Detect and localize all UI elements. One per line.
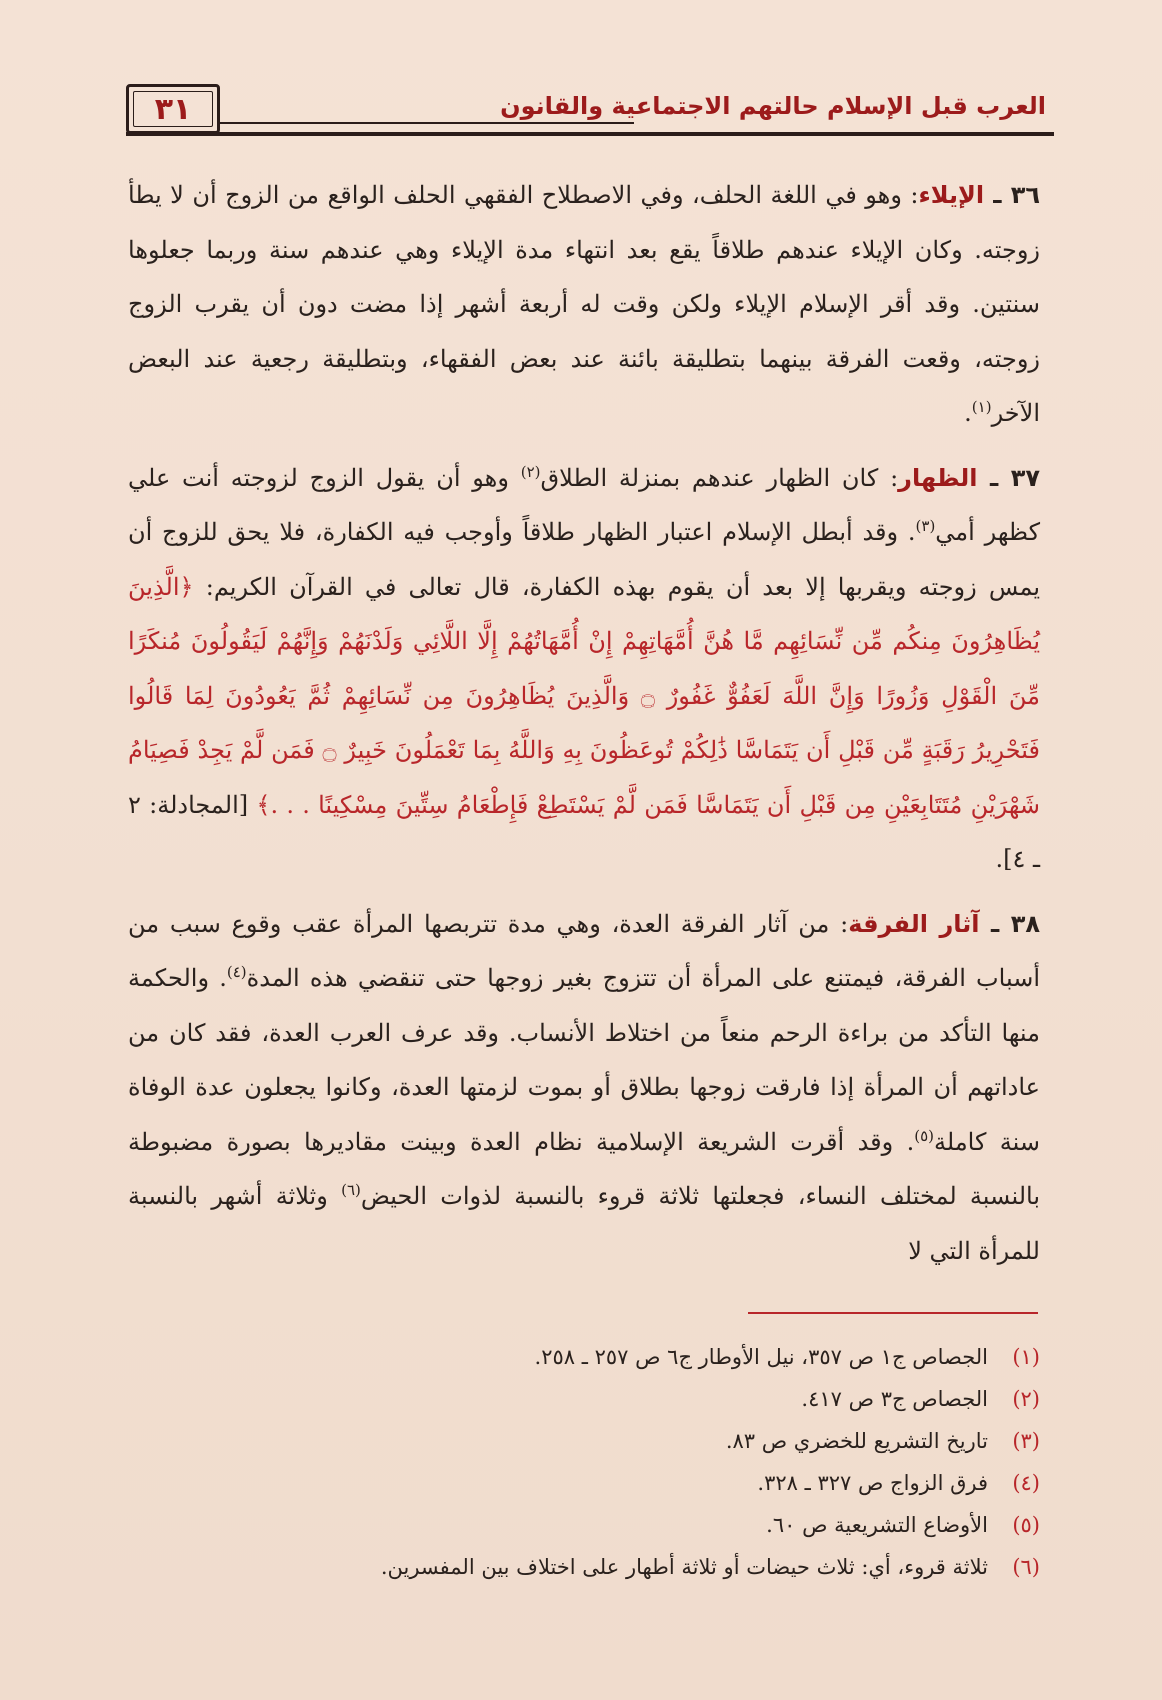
- verse-reference: [المجادلة: ٢ ـ ٤].: [128, 790, 1040, 873]
- footnote-number: (٣): [1012, 1429, 1040, 1453]
- footnote-number: (٥): [1012, 1513, 1040, 1537]
- footnote-text: فرق الزواج ص ٣٢٧ ـ ٣٢٨.: [757, 1471, 988, 1495]
- page-header: [126, 82, 1054, 138]
- paragraph-text: . وقد أبطل الإسلام اعتبار الظهار طلاقاً وأوجب فيه الكفارة، فلا يحق للزوج أن يمس زوجته ويقربها إلا بعد أن يقوم بهذه الكفارة، قال تعالى في القرآن الكريم:: [128, 518, 1040, 601]
- footnote-ref: (٦): [341, 1181, 361, 1199]
- paragraph-38: [128, 897, 1040, 1279]
- page-number-frame: [126, 84, 220, 134]
- paragraph-text: .: [964, 399, 972, 427]
- footnote-text: تاريخ التشريع للخضري ص ٨٣.: [725, 1429, 988, 1453]
- main-text: [128, 168, 1040, 1288]
- item-number: ٣٨ ـ: [979, 909, 1041, 938]
- header-rule: [126, 132, 1054, 136]
- item-number: ٣٦ ـ: [984, 181, 1040, 209]
- paragraph-text: وهو أن يقول الزوج لزوجته أنت علي كظهر أمي: [128, 463, 1041, 546]
- paragraph-37: [128, 451, 1040, 887]
- footnote-divider: [748, 1312, 1038, 1314]
- footnote-item: [128, 1336, 1040, 1378]
- paragraph-text: وثلاثة أشهر بالنسبة للمرأة التي لا: [128, 1182, 1040, 1265]
- footnote-ref: (١): [971, 398, 992, 416]
- footnote-item: [128, 1504, 1040, 1546]
- footnote-number: (٢): [1012, 1387, 1040, 1411]
- footnote-ref: (٢): [520, 462, 541, 481]
- paragraph-text: وهو في اللغة الحلف، وفي الاصطلاح الفقهي الحلف الواقع من الزوج أن لا يطأ زوجته. وكان الإيلاء عندهم طلاقاً يقع بعد انتهاء مدة الإيلاء وهي عندهم سنة وربما جعلوها سنتين. وقد أقر الإسلام الإيلاء ولكن وقت له أربعة أشهر إذا مضت دون أن يقرب الزوج زوجته، وقعت الفرقة بينهما بتطليقة بائنة عند بعض الفقهاء، وبتطليقة رجعية عند البعض الآخر: [128, 181, 1041, 427]
- footnote-item: [128, 1378, 1040, 1420]
- footnote-item: [128, 1420, 1040, 1462]
- footnote-number: (٤): [1012, 1471, 1040, 1495]
- footnote-ref: (٥): [914, 1126, 934, 1145]
- item-heading: الظهار: [898, 463, 978, 492]
- heading-colon: :: [901, 181, 919, 209]
- item-number: ٣٧ ـ: [977, 463, 1041, 492]
- footnote-ref: (٤): [226, 963, 247, 981]
- footnote-item: [128, 1546, 1040, 1588]
- paragraph-text: . والحكمة منها التأكد من براءة الرحم منعاً من اختلاط الأنساب. وقد عرف العرب العدة، فقد كان من عاداتهم أن المرأة إذا فارقت زوجها بطلاق أو بموت لزمتها العدة، وكانوا يجعلون عدة الوفاة سنة كاملة: [128, 964, 1040, 1156]
- footnote-number: (٦): [1012, 1555, 1040, 1579]
- footnotes: [128, 1336, 1040, 1588]
- header-rule-thin: [218, 122, 634, 124]
- paragraph-text: من آثار الفرقة العدة، وهي مدة تتربصها المرأة عقب وقوع سبب من أسباب الفرقة، فيمتنع على المرأة أن تتزوج بغير زوجها حتى تنقضي هذه المدة: [128, 909, 1040, 992]
- footnote-text: الأوضاع التشريعية ص ٦٠.: [766, 1513, 988, 1537]
- footnote-text: الجصاص ج٣ ص ٤١٧.: [801, 1387, 988, 1411]
- footnote-text: ثلاثة قروء، أي: ثلاث حيضات أو ثلاثة أطهار على اختلاف بين المفسرين.: [380, 1555, 988, 1579]
- heading-colon: :: [829, 909, 849, 938]
- footnote-number: (١): [1012, 1345, 1040, 1369]
- paragraph-text: . وقد أقرت الشريعة الإسلامية نظام العدة وبينت مقاديرها بصورة مضبوطة بالنسبة لمختلف النساء، فجعلتها ثلاثة قروء بالنسبة لذوات الحيض: [128, 1127, 1040, 1210]
- footnote-text: الجصاص ج١ ص ٣٥٧، نيل الأوطار ج٦ ص ٢٥٧ ـ ٢٥٨.: [534, 1345, 988, 1369]
- footnote-ref: (٣): [915, 517, 936, 535]
- footnote-item: [128, 1462, 1040, 1504]
- quran-verse: ﴿الَّذِينَ يُظَاهِرُونَ مِنكُم مِّن نِّسَائِهِم مَّا هُنَّ أُمَّهَاتِهِمْ إِنْ أُمَّهَاتُهُمْ إِلَّا اللَّائِي وَلَدْنَهُمْ وَإِنَّهُمْ لَيَقُولُونَ مُنكَرًا مِّنَ الْقَوْلِ وَزُورًا وَإِنَّ اللَّهَ لَعَفُوٌّ غَفُورٌ ۝ وَالَّذِينَ يُظَاهِرُونَ مِن نِّسَائِهِمْ ثُمَّ يَعُودُونَ لِمَا قَالُوا فَتَحْرِيرُ رَقَبَةٍ مِّن قَبْلِ أَن يَتَمَاسَّا ذَٰلِكُمْ تُوعَظُونَ بِهِ وَاللَّهُ بِمَا تَعْمَلُونَ خَبِيرٌ ۝ فَمَن لَّمْ يَجِدْ فَصِيَامُ شَهْرَيْنِ مُتَتَابِعَيْنِ مِن قَبْلِ أَن يَتَمَاسَّا فَمَن لَّمْ يَسْتَطِعْ فَإِطْعَامُ سِتِّينَ مِسْكِينًا . . .﴾: [128, 572, 1041, 819]
- paragraph-text: كان الظهار عندهم بمنزلة الطلاق: [540, 463, 879, 492]
- running-title: العرب قبل الإسلام حالتهم الاجتماعية والقانون: [500, 92, 1046, 120]
- item-heading: آثار الفرقة: [848, 909, 980, 938]
- paragraph-36: [128, 168, 1040, 441]
- item-heading: الإيلاء: [918, 181, 985, 209]
- page-number: ٣١: [154, 91, 192, 127]
- heading-colon: :: [878, 463, 899, 492]
